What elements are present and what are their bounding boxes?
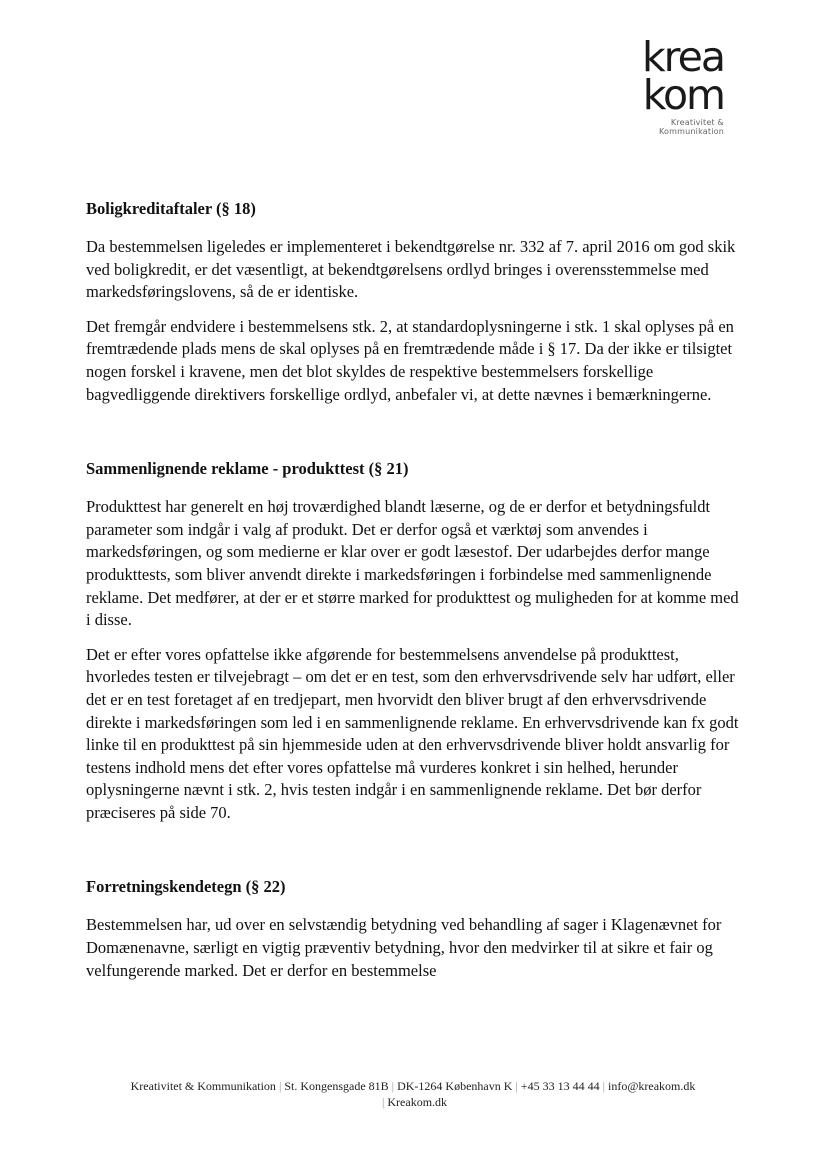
section-spacer [86, 418, 746, 458]
footer-company: Kreativitet & Kommunikation [130, 1079, 276, 1093]
section-heading: Sammenlignende reklame - produkttest (§ 21) [86, 459, 409, 479]
paragraph: Det fremgår endvidere i bestemmelsens stk. 2, at standardoplysningerne i stk. 1 skal oplyses på en fremtrædende plads mens de skal oplyses på en fremtrædende måde i § 17. Da der ikke er tilsigtet nogen forskel i kravene, men det blot skyldes de respektive bestemmelsers forskellige bagvedliggende direktivers forskellige ordlyd, anbefaler vi, at dette nævnes i bemærkningerne. [86, 316, 734, 404]
logo-word-kom: kom [642, 71, 724, 119]
document-body [86, 198, 746, 994]
paragraph: Det er efter vores opfattelse ikke afgørende for bestemmelsens anvendelse på produkttest, hvorledes testen er tilvejebragt – om det er en test, som den erhvervsdrivende selv har udført, eller det er en test foretaget af en tredjepart, men hvorvidt den bliver brugt af den erhvervsdrivende direkte i markedsføringen som led i en sammenlignende reklame. En erhvervsdrivende kan fx godt linke til en produkttest på sin hjemmeside uden at den erhvervsdrivende bliver holdt ansvarlig for testens indhold mens det efter vores opfattelse må vurderes konkret i sin helhed, herunder oplysningerne nævnt i stk. 2, hvis testen indgår i en sammenlignende reklame. Det bør derfor præciseres på side 70. [86, 644, 739, 822]
footer-line-1: Kreativitet & Kommunikation | St. Kongensgade 81B | DK-1264 København K | +45 33 13 44 44 | info@kreakom.dk [130, 1079, 696, 1093]
section-spacer [86, 836, 746, 876]
section-heading: Forretningskendetegn (§ 22) [86, 877, 286, 897]
footer-phone: +45 33 13 44 44 [520, 1079, 600, 1093]
section-boligkreditaftaler [86, 198, 746, 406]
logo-word-krea: krea [641, 33, 724, 81]
kreakom-logo [608, 33, 730, 136]
footer-city: DK-1264 København K [397, 1079, 513, 1093]
paragraph: Bestemmelsen har, ud over en selvstændig betydning ved behandling af sager i Klagenævnet for Domænenavne, særligt en vigtig præventiv betydning, hvor den medvirker til at sikre et fair og velfungerende marked. Det er derfor en bestemmelse [86, 915, 722, 980]
section-forretningskendetegn [86, 876, 746, 982]
footer-website[interactable]: Kreakom.dk [387, 1095, 448, 1109]
paragraph: Produkttest har generelt en høj troværdighed blandt læserne, og de er derfor et betydningsfuldt parameter som indgår i valg af produkt. Det er derfor også et værktøj som anvendes i markedsføringen, og som medierne er klar over er godt læsestof. Der udarbejdes derfor mange produkttests, som bliver anvendt direkte i markedsføringen i forbindelse med sammenlignende reklame. Det medfører, at der er et større marked for produkttest og muligheden for at komme med i disse. [86, 497, 739, 630]
page-footer [60, 1078, 766, 1110]
footer-street: St. Kongensgade 81B [284, 1079, 389, 1093]
footer-email[interactable]: info@kreakom.dk [607, 1079, 696, 1093]
section-heading: Boligkreditaftaler (§ 18) [86, 199, 256, 218]
footer-line-2: | Kreakom.dk [381, 1095, 448, 1109]
logo-tagline: Kreativitet & Kommunikation [658, 118, 724, 136]
paragraph: Da bestemmelsen ligeledes er implementeret i bekendtgørelse nr. 332 af 7. april 2016 om god skik ved boligkredit, er det væsentligt, at bekendtgørelsens ordlyd bringes i overensstemmelse med markedsføringslovens, så de er identiske. [86, 237, 736, 302]
section-sammenlignende-reklame [86, 458, 746, 824]
